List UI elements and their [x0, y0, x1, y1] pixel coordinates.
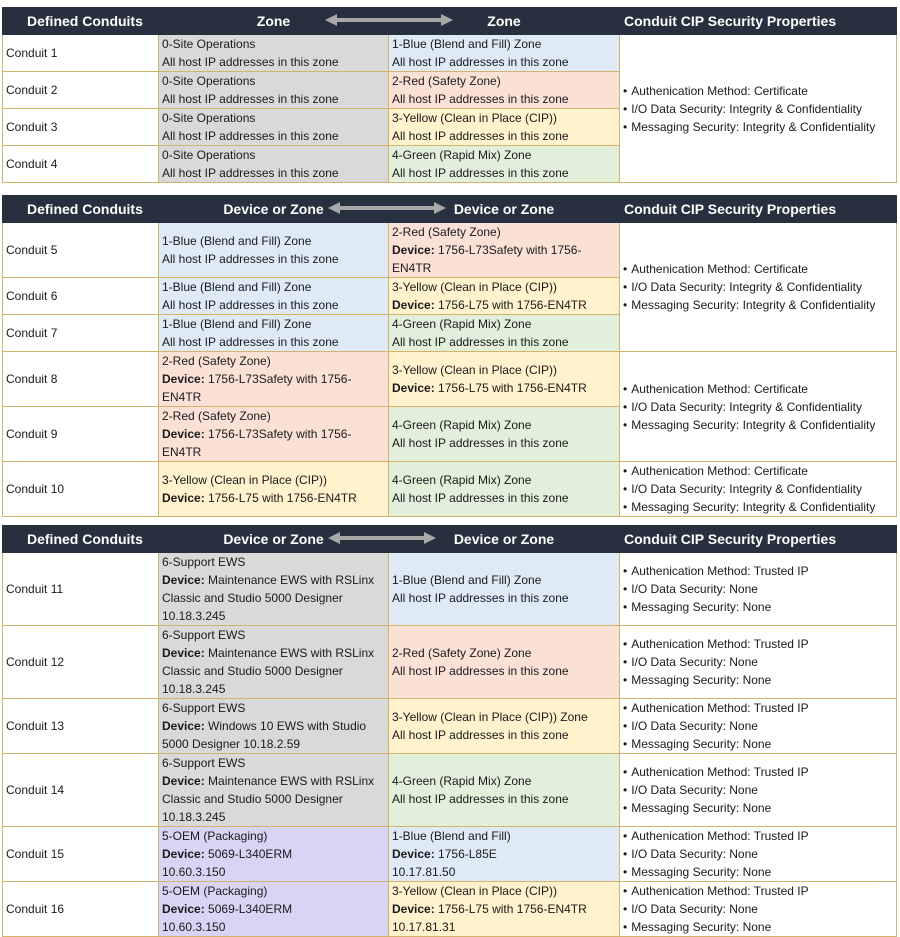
header-defined-conduits: Defined Conduits [3, 8, 159, 35]
table-row [3, 882, 897, 937]
conduit-name: Conduit 5 [3, 223, 159, 278]
security-properties-cell: • Authenication Method: Trusted IP • I/O Data Security: None • Messaging Security: None [620, 754, 897, 827]
security-properties-cell: • Authenication Method: Trusted IP • I/O Data Security: None • Messaging Security: None [620, 699, 897, 754]
header-defined-conduits: Defined Conduits [3, 196, 159, 223]
left-device-cell: 5-OEM (Packaging) Device: 5069-L340ERM 10.60.3.150 [159, 882, 389, 937]
left-device-cell: 2-Red (Safety Zone) Device: 1756-L73Safety with 1756-EN4TR [159, 352, 389, 407]
left-zone-cell: 1-Blue (Blend and Fill) Zone All host IP addresses in this zone [159, 315, 389, 352]
conduit-name: Conduit 2 [3, 72, 159, 109]
conduit-name: Conduit 12 [3, 626, 159, 699]
conduit-name: Conduit 4 [3, 146, 159, 183]
security-properties-cell: • Authenication Method: Certificate • I/O Data Security: Integrity & Confidentiality • Messaging Security: Integrity & Confidentiality [620, 352, 897, 462]
right-zone-cell: 4-Green (Rapid Mix) Zone All host IP addresses in this zone [389, 407, 620, 462]
security-properties-cell: • Authenication Method: Trusted IP • I/O Data Security: None • Messaging Security: None [620, 882, 897, 937]
conduit-name: Conduit 7 [3, 315, 159, 352]
table-row [3, 35, 897, 72]
header-left-device-zone: Device or Zone [159, 196, 389, 223]
conduit-table-devices [2, 195, 897, 517]
header-security-properties: Conduit CIP Security Properties [620, 526, 897, 553]
table-header-row [3, 526, 897, 553]
header-right-device-zone: Device or Zone [389, 196, 620, 223]
header-left-device-zone: Device or Zone [159, 526, 389, 553]
left-device-cell: 2-Red (Safety Zone) Device: 1756-L73Safety with 1756-EN4TR [159, 407, 389, 462]
left-device-cell: 6-Support EWS Device: Windows 10 EWS with Studio 5000 Designer 10.18.2.59 [159, 699, 389, 754]
left-zone-cell: 1-Blue (Blend and Fill) Zone All host IP addresses in this zone [159, 223, 389, 278]
header-right-device-zone: Device or Zone [389, 526, 620, 553]
conduit-name: Conduit 13 [3, 699, 159, 754]
left-zone-cell: 0-Site Operations All host IP addresses in this zone [159, 109, 389, 146]
table-header-row [3, 196, 897, 223]
right-device-cell: 1-Blue (Blend and Fill) Device: 1756-L85E 10.17.81.50 [389, 827, 620, 882]
security-properties-cell: • Authenication Method: Trusted IP • I/O Data Security: None • Messaging Security: None [620, 827, 897, 882]
conduit-name: Conduit 3 [3, 109, 159, 146]
conduit-name: Conduit 11 [3, 553, 159, 626]
right-device-cell: 3-Yellow (Clean in Place (CIP)) Device: 1756-L75 with 1756-EN4TR 10.17.81.31 [389, 882, 620, 937]
security-properties-cell: • Authenication Method: Certificate • I/O Data Security: Integrity & Confidentiality • Messaging Security: Integrity & Confidentiality [620, 223, 897, 352]
right-zone-cell: 4-Green (Rapid Mix) Zone All host IP addresses in this zone [389, 754, 620, 827]
left-device-cell: 6-Support EWS Device: Maintenance EWS with RSLinx Classic and Studio 5000 Designer 10.18.3.245 [159, 626, 389, 699]
right-zone-cell: 3-Yellow (Clean in Place (CIP)) Zone All host IP addresses in this zone [389, 699, 620, 754]
left-zone-cell: 1-Blue (Blend and Fill) Zone All host IP addresses in this zone [159, 278, 389, 315]
conduit-name: Conduit 8 [3, 352, 159, 407]
right-zone-cell: 3-Yellow (Clean in Place (CIP)) All host IP addresses in this zone [389, 109, 620, 146]
table-row [3, 462, 897, 517]
conduit-name: Conduit 10 [3, 462, 159, 517]
conduit-name: Conduit 16 [3, 882, 159, 937]
table-row [3, 699, 897, 754]
right-zone-cell: 1-Blue (Blend and Fill) Zone All host IP addresses in this zone [389, 35, 620, 72]
conduit-name: Conduit 9 [3, 407, 159, 462]
right-zone-cell: 4-Green (Rapid Mix) Zone All host IP addresses in this zone [389, 146, 620, 183]
table-row [3, 626, 897, 699]
table-row [3, 827, 897, 882]
security-properties-cell: • Authenication Method: Trusted IP • I/O Data Security: None • Messaging Security: None [620, 553, 897, 626]
table-header-row [3, 8, 897, 35]
table-row [3, 553, 897, 626]
right-zone-cell: 2-Red (Safety Zone) All host IP addresses in this zone [389, 72, 620, 109]
right-zone-cell: 1-Blue (Blend and Fill) Zone All host IP addresses in this zone [389, 553, 620, 626]
security-properties-cell: • Authenication Method: Trusted IP • I/O Data Security: None • Messaging Security: None [620, 626, 897, 699]
left-zone-cell: 0-Site Operations All host IP addresses in this zone [159, 146, 389, 183]
conduit-name: Conduit 6 [3, 278, 159, 315]
left-device-cell: 3-Yellow (Clean in Place (CIP)) Device: 1756-L75 with 1756-EN4TR [159, 462, 389, 517]
conduit-name: Conduit 14 [3, 754, 159, 827]
right-zone-cell: 2-Red (Safety Zone) Zone All host IP addresses in this zone [389, 626, 620, 699]
conduit-table-zones [2, 7, 897, 183]
right-zone-cell: 4-Green (Rapid Mix) Zone All host IP addresses in this zone [389, 462, 620, 517]
header-right-zone: Zone [389, 8, 620, 35]
conduit-table-support [2, 525, 897, 937]
right-device-cell: 3-Yellow (Clean in Place (CIP)) Device: 1756-L75 with 1756-EN4TR [389, 278, 620, 315]
security-properties-cell: • Authenication Method: Certificate • I/O Data Security: Integrity & Confidentiality • Messaging Security: Integrity & Confidentiality [620, 35, 897, 183]
right-zone-cell: 4-Green (Rapid Mix) Zone All host IP addresses in this zone [389, 315, 620, 352]
left-zone-cell: 0-Site Operations All host IP addresses in this zone [159, 72, 389, 109]
table-row [3, 223, 897, 278]
table-row [3, 754, 897, 827]
header-left-zone: Zone [159, 8, 389, 35]
left-zone-cell: 0-Site Operations All host IP addresses in this zone [159, 35, 389, 72]
header-defined-conduits: Defined Conduits [3, 526, 159, 553]
left-device-cell: 5-OEM (Packaging) Device: 5069-L340ERM 10.60.3.150 [159, 827, 389, 882]
right-device-cell: 3-Yellow (Clean in Place (CIP)) Device: 1756-L75 with 1756-EN4TR [389, 352, 620, 407]
conduit-name: Conduit 1 [3, 35, 159, 72]
header-security-properties: Conduit CIP Security Properties [620, 196, 897, 223]
right-device-cell: 2-Red (Safety Zone) Device: 1756-L73Safety with 1756-EN4TR [389, 223, 620, 278]
header-security-properties: Conduit CIP Security Properties [620, 8, 897, 35]
conduit-name: Conduit 15 [3, 827, 159, 882]
security-properties-cell: • Authenication Method: Certificate • I/O Data Security: Integrity & Confidentiality • Messaging Security: Integrity & Confidentiality [620, 462, 897, 517]
left-device-cell: 6-Support EWS Device: Maintenance EWS with RSLinx Classic and Studio 5000 Designer 10.18.3.245 [159, 754, 389, 827]
table-row [3, 352, 897, 407]
left-device-cell: 6-Support EWS Device: Maintenance EWS with RSLinx Classic and Studio 5000 Designer 10.18.3.245 [159, 553, 389, 626]
